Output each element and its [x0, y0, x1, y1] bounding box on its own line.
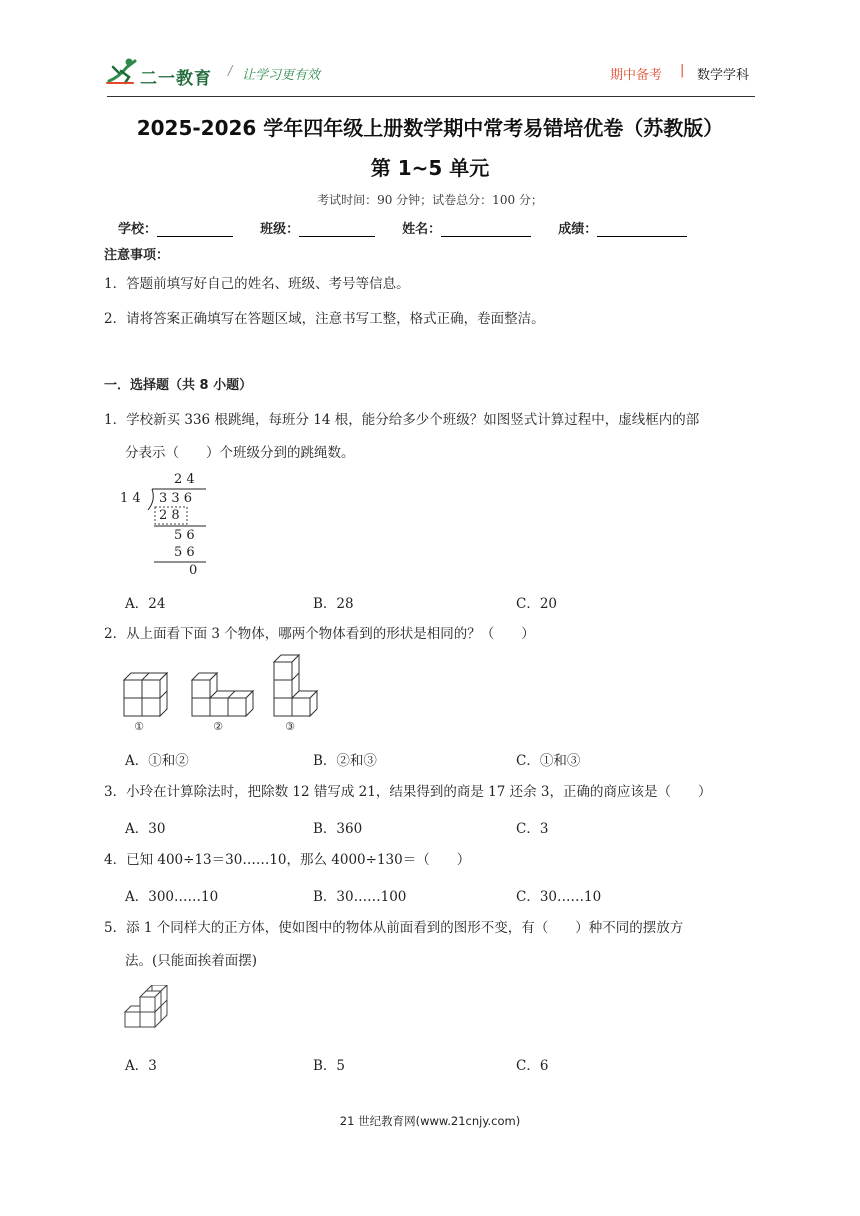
- final-remainder: 0: [189, 563, 198, 578]
- header-rule: [107, 96, 755, 97]
- page-title: 2025-2026 学年四年级上册数学期中常考易错培优卷（苏教版）: [136, 116, 724, 140]
- option-a[interactable]: A．①和②: [125, 753, 189, 769]
- long-division-figure: [118, 468, 218, 583]
- option-c[interactable]: C．6: [516, 1058, 549, 1074]
- option-b[interactable]: B．②和③: [313, 753, 377, 769]
- option-a[interactable]: A．3: [125, 1058, 157, 1074]
- division-bracket: [118, 468, 218, 583]
- figure-label: ①: [134, 720, 144, 733]
- school-field[interactable]: [157, 222, 233, 237]
- slogan-divider: /: [228, 64, 233, 79]
- figure-label: ③: [285, 720, 295, 733]
- slogan: 让学习更有效: [242, 68, 321, 83]
- option-b[interactable]: B．360: [313, 821, 363, 837]
- notice-item: 2．请将答案正确填写在答题区域，注意书写工整，格式正确，卷面整洁。: [104, 311, 545, 327]
- name-label: 姓名：: [402, 222, 442, 237]
- score-field[interactable]: [597, 222, 687, 237]
- question-5-text-cont: 法。(只能面挨着面摆): [125, 953, 258, 969]
- partial-product-dashed: 2 8: [159, 508, 180, 523]
- score-label: 成绩：: [558, 222, 598, 237]
- student-info: [118, 218, 687, 237]
- exam-type: 期中备考: [610, 68, 663, 83]
- page-footer: 21 世纪教育网(www.21cnjy.com): [339, 1114, 521, 1128]
- question-1-text: 1．学校新买 336 根跳绳，每班分 14 根，能分给多少个班级？如图竖式计算过程中，虚线框内的部: [104, 412, 700, 428]
- cube-stack-figure: [122, 985, 172, 1033]
- logo-text: 二一教育: [140, 69, 212, 89]
- option-a[interactable]: A．30: [125, 821, 166, 837]
- option-a[interactable]: A．300……10: [125, 889, 219, 905]
- option-c[interactable]: C．20: [516, 596, 558, 612]
- header-separator: |: [680, 63, 685, 78]
- page-subtitle: 第 1~5 单元: [370, 156, 490, 180]
- partial-remainder: 5 6: [174, 528, 195, 543]
- header: [0, 0, 860, 100]
- question-5-text: 5．添 1 个同样大的正方体，使如图中的物体从前面看到的图形不变，有（ ）种不同的摆放方: [104, 920, 684, 936]
- figure-label: ②: [213, 720, 223, 733]
- option-a[interactable]: A．24: [125, 596, 166, 612]
- cube-figures: [118, 654, 338, 734]
- runner-logo-icon: [105, 55, 141, 87]
- question-4-text: 4．已知 400÷13＝30……10，那么 4000÷130＝（ ）: [104, 852, 471, 868]
- question-1-text-cont: 分表示（ ）个班级分到的跳绳数。: [125, 445, 355, 461]
- option-b[interactable]: B．5: [313, 1058, 346, 1074]
- question-2-text: 2．从上面看下面 3 个物体，哪两个物体看到的形状是相同的？（ ）: [104, 626, 535, 642]
- notice-heading: 注意事项：: [104, 248, 170, 263]
- school-label: 学校：: [118, 222, 158, 237]
- option-c[interactable]: C．3: [516, 821, 549, 837]
- question-3-text: 3．小玲在计算除法时，把除数 12 错写成 21，结果得到的商是 17 还余 3，正确的商应该是（ ）: [104, 784, 712, 800]
- option-c[interactable]: C．①和③: [516, 753, 581, 769]
- notice-item: 1．答题前填写好自己的姓名、班级、考号等信息。: [104, 276, 410, 292]
- option-b[interactable]: B．30……100: [313, 889, 407, 905]
- option-b[interactable]: B．28: [313, 596, 354, 612]
- section-heading: 一．选择题（共 8 小题）: [104, 378, 253, 393]
- divisor: 1 4: [120, 491, 141, 506]
- dividend: 3 3 6: [159, 491, 193, 506]
- option-c[interactable]: C．30……10: [516, 889, 602, 905]
- quotient: 2 4: [174, 472, 195, 487]
- exam-meta: 考试时间：90 分钟；试卷总分：100 分；: [317, 193, 543, 207]
- subject: 数学学科: [697, 68, 750, 83]
- class-field[interactable]: [299, 222, 375, 237]
- name-field[interactable]: [441, 222, 531, 237]
- class-label: 班级：: [260, 222, 300, 237]
- partial-product: 5 6: [174, 545, 195, 560]
